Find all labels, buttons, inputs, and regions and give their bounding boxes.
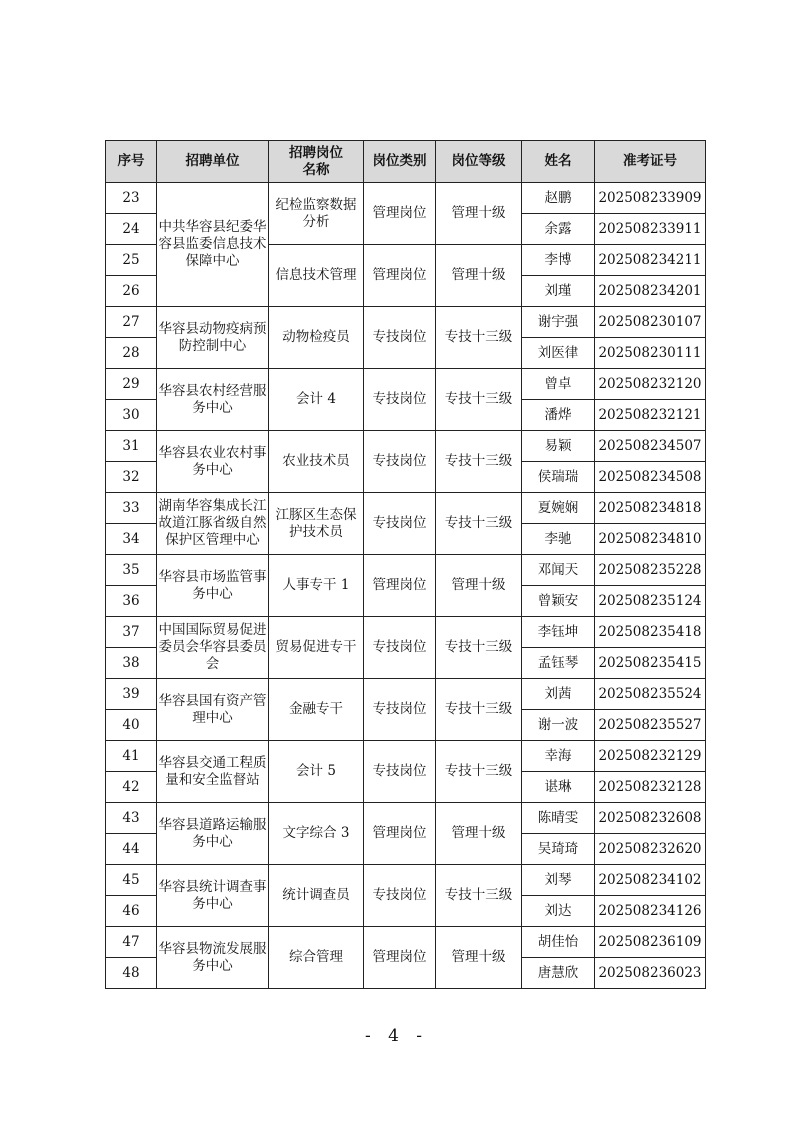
unit-cell: 华容县农业农村事务中心 <box>157 431 269 493</box>
seq-cell: 44 <box>106 834 157 865</box>
unit-cell: 中国国际贸易促进委员会华容县委员会 <box>157 617 269 679</box>
header-name: 姓名 <box>522 141 595 183</box>
name-cell: 谢宇强 <box>522 307 595 338</box>
header-level: 岗位等级 <box>436 141 522 183</box>
exam-id-cell: 202508232120 <box>595 369 706 400</box>
category-cell: 专技岗位 <box>364 493 436 555</box>
position-cell: 动物检疫员 <box>269 307 364 369</box>
seq-cell: 35 <box>106 555 157 586</box>
unit-cell: 中共华容县纪委华容县监委信息技术保障中心 <box>157 183 269 307</box>
level-cell: 专技十三级 <box>436 741 522 803</box>
table-body <box>106 183 706 989</box>
exam-id-cell: 202508235415 <box>595 648 706 679</box>
level-cell: 管理十级 <box>436 803 522 865</box>
category-cell: 专技岗位 <box>364 307 436 369</box>
position-cell: 会计 4 <box>269 369 364 431</box>
name-cell: 胡佳怡 <box>522 927 595 958</box>
seq-cell: 23 <box>106 183 157 214</box>
category-cell: 管理岗位 <box>364 245 436 307</box>
seq-cell: 29 <box>106 369 157 400</box>
page-number: - 4 - <box>364 1026 429 1046</box>
seq-cell: 33 <box>106 493 157 524</box>
seq-cell: 46 <box>106 896 157 927</box>
name-cell: 李钰坤 <box>522 617 595 648</box>
name-cell: 谌琳 <box>522 772 595 803</box>
unit-cell: 华容县统计调查事务中心 <box>157 865 269 927</box>
name-cell: 曾颖安 <box>522 586 595 617</box>
exam-id-cell: 202508234507 <box>595 431 706 462</box>
seq-cell: 47 <box>106 927 157 958</box>
seq-cell: 36 <box>106 586 157 617</box>
exam-id-cell: 202508233909 <box>595 183 706 214</box>
name-cell: 刘医律 <box>522 338 595 369</box>
seq-cell: 38 <box>106 648 157 679</box>
exam-id-cell: 202508235418 <box>595 617 706 648</box>
seq-cell: 28 <box>106 338 157 369</box>
name-cell: 刘茜 <box>522 679 595 710</box>
name-cell: 幸海 <box>522 741 595 772</box>
header-category: 岗位类别 <box>364 141 436 183</box>
category-cell: 管理岗位 <box>364 555 436 617</box>
category-cell: 管理岗位 <box>364 927 436 989</box>
level-cell: 专技十三级 <box>436 865 522 927</box>
exam-id-cell: 202508234201 <box>595 276 706 307</box>
unit-cell: 华容县交通工程质量和安全监督站 <box>157 741 269 803</box>
category-cell: 专技岗位 <box>364 865 436 927</box>
level-cell: 专技十三级 <box>436 307 522 369</box>
table-row <box>106 865 706 896</box>
position-cell: 纪检监察数据分析 <box>269 183 364 245</box>
name-cell: 李博 <box>522 245 595 276</box>
exam-id-cell: 202508234810 <box>595 524 706 555</box>
position-cell: 综合管理 <box>269 927 364 989</box>
name-cell: 吴琦琦 <box>522 834 595 865</box>
unit-cell: 湖南华容集成长江故道江豚省级自然保护区管理中心 <box>157 493 269 555</box>
header-position: 招聘岗位名称 <box>269 141 364 183</box>
seq-cell: 30 <box>106 400 157 431</box>
table-row <box>106 803 706 834</box>
exam-id-cell: 202508232608 <box>595 803 706 834</box>
position-cell: 文字综合 3 <box>269 803 364 865</box>
category-cell: 专技岗位 <box>364 431 436 493</box>
table-row <box>106 369 706 400</box>
seq-cell: 45 <box>106 865 157 896</box>
table-row <box>106 617 706 648</box>
seq-cell: 27 <box>106 307 157 338</box>
seq-cell: 43 <box>106 803 157 834</box>
level-cell: 管理十级 <box>436 555 522 617</box>
category-cell: 专技岗位 <box>364 617 436 679</box>
exam-id-cell: 202508232128 <box>595 772 706 803</box>
exam-id-cell: 202508234211 <box>595 245 706 276</box>
exam-id-cell: 202508236109 <box>595 927 706 958</box>
exam-id-cell: 202508233911 <box>595 214 706 245</box>
exam-id-cell: 202508230111 <box>595 338 706 369</box>
name-cell: 谢一波 <box>522 710 595 741</box>
exam-id-cell: 202508234126 <box>595 896 706 927</box>
table-row <box>106 307 706 338</box>
category-cell: 管理岗位 <box>364 803 436 865</box>
exam-id-cell: 202508235228 <box>595 555 706 586</box>
exam-id-cell: 202508236023 <box>595 958 706 989</box>
table-row <box>106 431 706 462</box>
position-cell: 农业技术员 <box>269 431 364 493</box>
table-row <box>106 927 706 958</box>
table-row <box>106 555 706 586</box>
name-cell: 李驰 <box>522 524 595 555</box>
table-row <box>106 183 706 214</box>
level-cell: 专技十三级 <box>436 617 522 679</box>
name-cell: 邓闻天 <box>522 555 595 586</box>
name-cell: 唐慧欣 <box>522 958 595 989</box>
position-cell: 统计调查员 <box>269 865 364 927</box>
name-cell: 刘琴 <box>522 865 595 896</box>
position-cell: 人事专干 1 <box>269 555 364 617</box>
unit-cell: 华容县动物疫病预防控制中心 <box>157 307 269 369</box>
seq-cell: 24 <box>106 214 157 245</box>
seq-cell: 31 <box>106 431 157 462</box>
category-cell: 专技岗位 <box>364 369 436 431</box>
name-cell: 陈晴雯 <box>522 803 595 834</box>
header-unit: 招聘单位 <box>157 141 269 183</box>
exam-id-cell: 202508235524 <box>595 679 706 710</box>
header-seq: 序号 <box>106 141 157 183</box>
seq-cell: 41 <box>106 741 157 772</box>
table-row <box>106 679 706 710</box>
header-exam-id: 准考证号 <box>595 141 706 183</box>
exam-id-cell: 202508232129 <box>595 741 706 772</box>
level-cell: 专技十三级 <box>436 369 522 431</box>
position-cell: 会计 5 <box>269 741 364 803</box>
level-cell: 专技十三级 <box>436 493 522 555</box>
table-row <box>106 741 706 772</box>
seq-cell: 48 <box>106 958 157 989</box>
unit-cell: 华容县农村经营服务中心 <box>157 369 269 431</box>
name-cell: 潘烨 <box>522 400 595 431</box>
category-cell: 专技岗位 <box>364 679 436 741</box>
exam-id-cell: 202508232620 <box>595 834 706 865</box>
exam-id-cell: 202508230107 <box>595 307 706 338</box>
position-cell: 贸易促进专干 <box>269 617 364 679</box>
level-cell: 管理十级 <box>436 927 522 989</box>
exam-id-cell: 202508234508 <box>595 462 706 493</box>
name-cell: 余露 <box>522 214 595 245</box>
name-cell: 刘瑾 <box>522 276 595 307</box>
table-header-row <box>106 141 706 183</box>
name-cell: 赵鹏 <box>522 183 595 214</box>
table-row <box>106 493 706 524</box>
exam-id-cell: 202508235527 <box>595 710 706 741</box>
level-cell: 专技十三级 <box>436 431 522 493</box>
position-cell: 金融专干 <box>269 679 364 741</box>
seq-cell: 25 <box>106 245 157 276</box>
name-cell: 易颖 <box>522 431 595 462</box>
position-cell: 信息技术管理 <box>269 245 364 307</box>
level-cell: 管理十级 <box>436 245 522 307</box>
seq-cell: 42 <box>106 772 157 803</box>
seq-cell: 34 <box>106 524 157 555</box>
name-cell: 曾卓 <box>522 369 595 400</box>
name-cell: 刘达 <box>522 896 595 927</box>
unit-cell: 华容县道路运输服务中心 <box>157 803 269 865</box>
category-cell: 管理岗位 <box>364 183 436 245</box>
exam-id-cell: 202508235124 <box>595 586 706 617</box>
seq-cell: 39 <box>106 679 157 710</box>
seq-cell: 26 <box>106 276 157 307</box>
exam-id-cell: 202508234102 <box>595 865 706 896</box>
seq-cell: 32 <box>106 462 157 493</box>
results-table <box>105 140 706 989</box>
category-cell: 专技岗位 <box>364 741 436 803</box>
unit-cell: 华容县物流发展服务中心 <box>157 927 269 989</box>
level-cell: 管理十级 <box>436 183 522 245</box>
exam-id-cell: 202508234818 <box>595 493 706 524</box>
seq-cell: 40 <box>106 710 157 741</box>
exam-id-cell: 202508232121 <box>595 400 706 431</box>
name-cell: 夏婉娴 <box>522 493 595 524</box>
unit-cell: 华容县市场监管事务中心 <box>157 555 269 617</box>
name-cell: 侯瑞瑞 <box>522 462 595 493</box>
position-cell: 江豚区生态保护技术员 <box>269 493 364 555</box>
name-cell: 孟钰琴 <box>522 648 595 679</box>
seq-cell: 37 <box>106 617 157 648</box>
unit-cell: 华容县国有资产管理中心 <box>157 679 269 741</box>
level-cell: 专技十三级 <box>436 679 522 741</box>
